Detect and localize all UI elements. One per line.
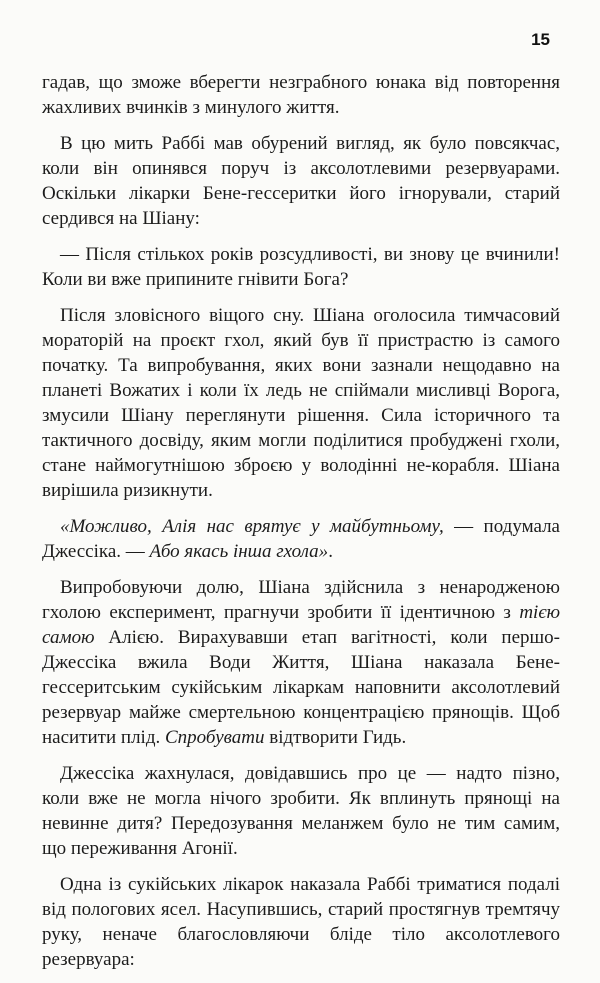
text-run: — подумала Джессіка. — [42, 516, 560, 562]
italic-text: «Можливо, Алія нас врятує у майбутньому, [60, 516, 444, 537]
text-run: Після зловісного віщого сну. Шіана оголосила тимчасовий мораторій на проєкт гхол, який був її пристрастю із самого початку. Та випробування, яких вони зазнали нещодавно на планеті Вожатих і коли їх ледь не спіймали мисливці Ворога, змусили Шіану переглянути рішення. Сила історичного та тактичного досвіду, яким могли поділитися пробуджені гхоли, стане наймогутнішою зброєю у володінні не-корабля. Шіана вирішила ризикнути. [42, 305, 560, 501]
text-run: відтворити Гидь. [264, 727, 407, 748]
paragraph [42, 514, 560, 564]
text-run: В цю мить Раббі мав обурений вигляд, як було повсякчас, коли він опинявся поруч із аксолотлевими резервуарами. Оскільки лікарки Бене-гессеритки його ігнорували, старий сердився на Шіану: [42, 133, 560, 229]
paragraph [42, 575, 560, 750]
paragraph [42, 70, 560, 120]
body-text [42, 70, 560, 983]
text-run: Випробовуючи долю, Шіана здійснила з ненародженою гхолою експеримент, прагнучи зробити її ідентичною з [42, 577, 560, 623]
paragraph [42, 131, 560, 231]
text-run: Одна із сукійських лікарок наказала Раббі триматися подалі від пологових ясел. Насупившись, старий простягнув тремтячу руку, неначе благословляючи бліде тіло аксолотлевого резервуара: [42, 874, 560, 970]
paragraph [42, 761, 560, 861]
italic-text: тією самою [42, 602, 560, 648]
text-run: Алією. Вирахувавши етап вагітності, коли першо-Джессіка вжила Води Життя, Шіана наказала Бене-гессеритським сукійським лікаркам наповнити аксолотлевий резервуар майже смертельною концентрацією прянощів. Щоб наситити плід. [42, 627, 560, 748]
italic-text: Або якась інша гхола» [149, 541, 329, 562]
paragraph [42, 242, 560, 292]
italic-text: Спробувати [165, 727, 265, 748]
text-run: гадав, що зможе вберегти незграбного юнака від повторення жахливих вчинків з минулого життя. [42, 72, 560, 118]
text-run: . [328, 541, 333, 562]
page-number: 15 [531, 30, 550, 49]
text-run: Джессіка жахнулася, довідавшись про це — надто пізно, коли вже не могла нічого зробити. Як вплинуть прянощі на невинне дитя? Передозування меланжем було не тим самим, що переживання Агонії. [42, 763, 560, 859]
text-run: — Після стількох років розсудливості, ви знову це вчинили! Коли ви вже припините гнівити Бога? [42, 244, 560, 290]
paragraph [42, 303, 560, 503]
paragraph [42, 872, 560, 972]
